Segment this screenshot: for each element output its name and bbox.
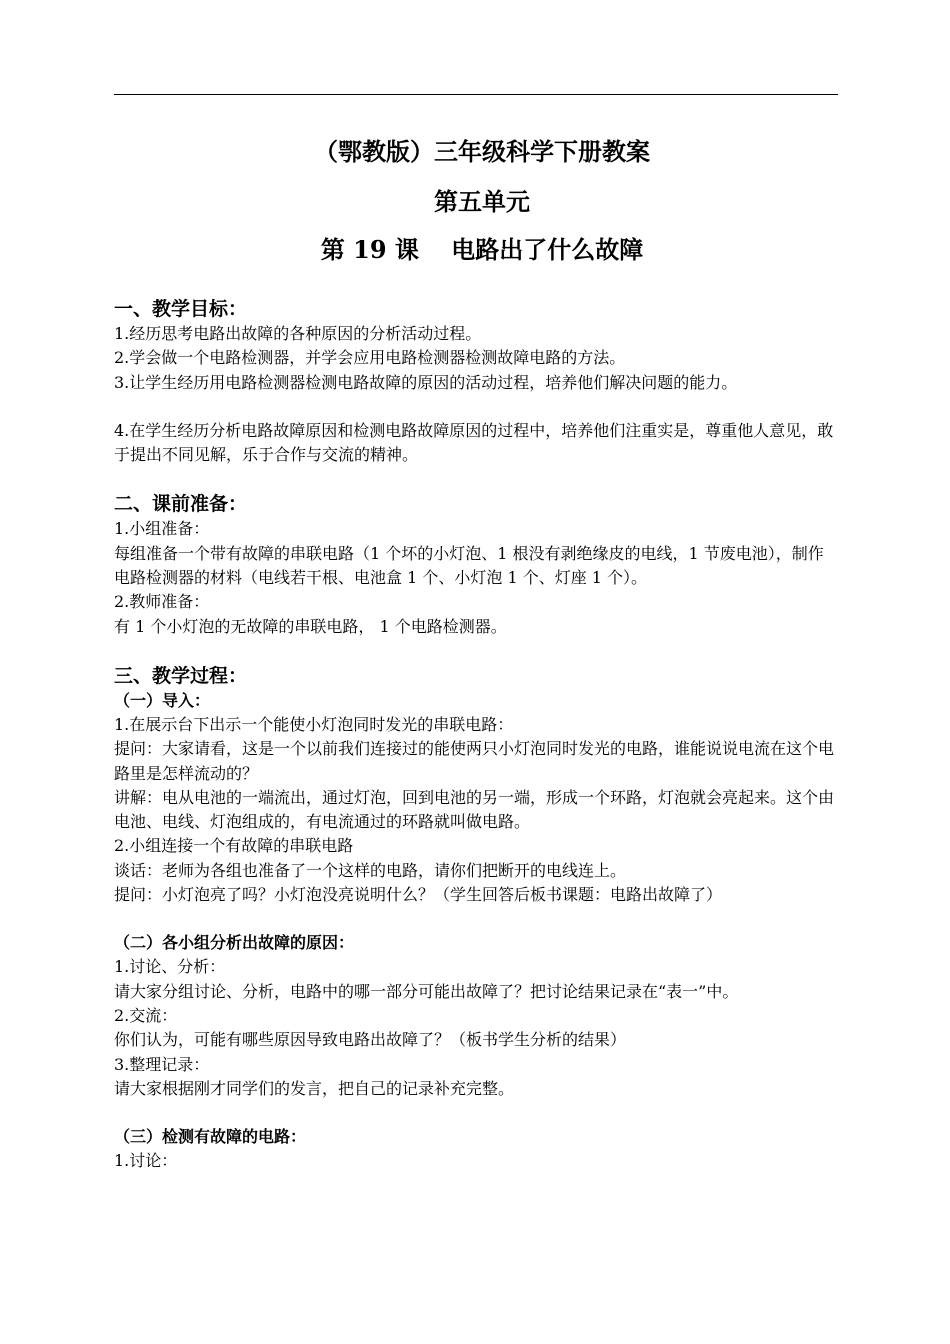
process-line: 讲解：电从电池的一端流出，通过灯泡，回到电池的另一端，形成一个环路，灯泡就会亮起来。这个由电池、电线、灯泡组成的，有电流通过的环路就叫做电路。 bbox=[114, 787, 835, 832]
part-heading-intro: （一）导入： bbox=[114, 690, 211, 710]
objective-item: 1.经历思考电路出故障的各种原因的分析活动过程。 bbox=[114, 324, 482, 343]
lesson-title: 第 19 课 电路出了什么故障 bbox=[320, 235, 644, 264]
objective-item: 4.在学生经历分析电路故障原因和检测电路故障原因的过程中，培养他们注重实是，尊重他人意见，敢于提出不同见解，乐于合作与交流的精神。 bbox=[114, 420, 834, 465]
part-heading-detection: （三）检测有故障的电路： bbox=[114, 1127, 307, 1147]
process-line: 你们认为，可能有哪些原因导致电路出故障了？（板书学生分析的结果） bbox=[114, 1030, 627, 1050]
section-heading-preparation: 二、课前准备： bbox=[114, 493, 248, 516]
process-line: 请大家分组讨论、分析，电路中的哪一部分可能出故障了？把讨论结果记录在“表一”中。 bbox=[114, 981, 739, 1001]
process-line: 提问：小灯泡亮了吗？小灯泡没亮说明什么？（学生回答后板书课题：电路出故障了） bbox=[114, 885, 723, 905]
group-prep-label: 1.小组准备： bbox=[114, 519, 210, 539]
process-line: 谈话：老师为各组也准备了一个这样的电路，请你们把断开的电线连上。 bbox=[114, 860, 627, 880]
document-title: （鄂教版）三年级科学下册教案 bbox=[314, 137, 650, 166]
process-line: 1.讨论、分析： bbox=[114, 957, 226, 977]
objective-item: 2.学会做一个电路检测器，并学会应用电路检测器检测故障电路的方法。 bbox=[114, 348, 626, 368]
document-body bbox=[114, 128, 850, 1173]
process-line: 2.小组连接一个有故障的串联电路 bbox=[114, 836, 354, 856]
process-line: 1.讨论： bbox=[114, 1151, 178, 1171]
process-line: 2.交流： bbox=[114, 1005, 178, 1025]
group-prep-text: 每组准备一个带有故障的串联电路（1 个坏的小灯泡、1 根没有剥绝缘皮的电线，1 节废电池），制作电路检测器的材料（电线若干根、电池盒 1 个、小灯泡 1 个、灯座 1 个）。 bbox=[114, 543, 824, 588]
process-line: 请大家根据刚才同学们的发言，把自己的记录补充完整。 bbox=[114, 1078, 515, 1098]
header-rule bbox=[114, 94, 838, 95]
objective-item: 3.让学生经历用电路检测器检测电路故障的原因的活动过程，培养他们解决问题的能力。 bbox=[114, 372, 738, 392]
process-line: 1.在展示台下出示一个能使小灯泡同时发光的串联电路： bbox=[114, 714, 514, 734]
process-line: 3.整理记录： bbox=[114, 1054, 210, 1074]
teacher-prep-text: 有 1 个小灯泡的无故障的串联电路， 1 个电路检测器。 bbox=[114, 616, 507, 636]
process-line: 提问：大家请看，这是一个以前我们连接过的能使两只小灯泡同时发光的电路，谁能说说电流在这个电路里是怎样流动的？ bbox=[114, 739, 835, 783]
section-heading-objectives: 一、教学目标： bbox=[114, 298, 248, 320]
teacher-prep-label: 2.教师准备： bbox=[114, 592, 210, 612]
section-heading-process: 三、教学过程： bbox=[114, 664, 248, 687]
part-heading-analysis: （二）各小组分析出故障的原因： bbox=[114, 933, 355, 953]
unit-title: 第五单元 bbox=[434, 187, 530, 216]
